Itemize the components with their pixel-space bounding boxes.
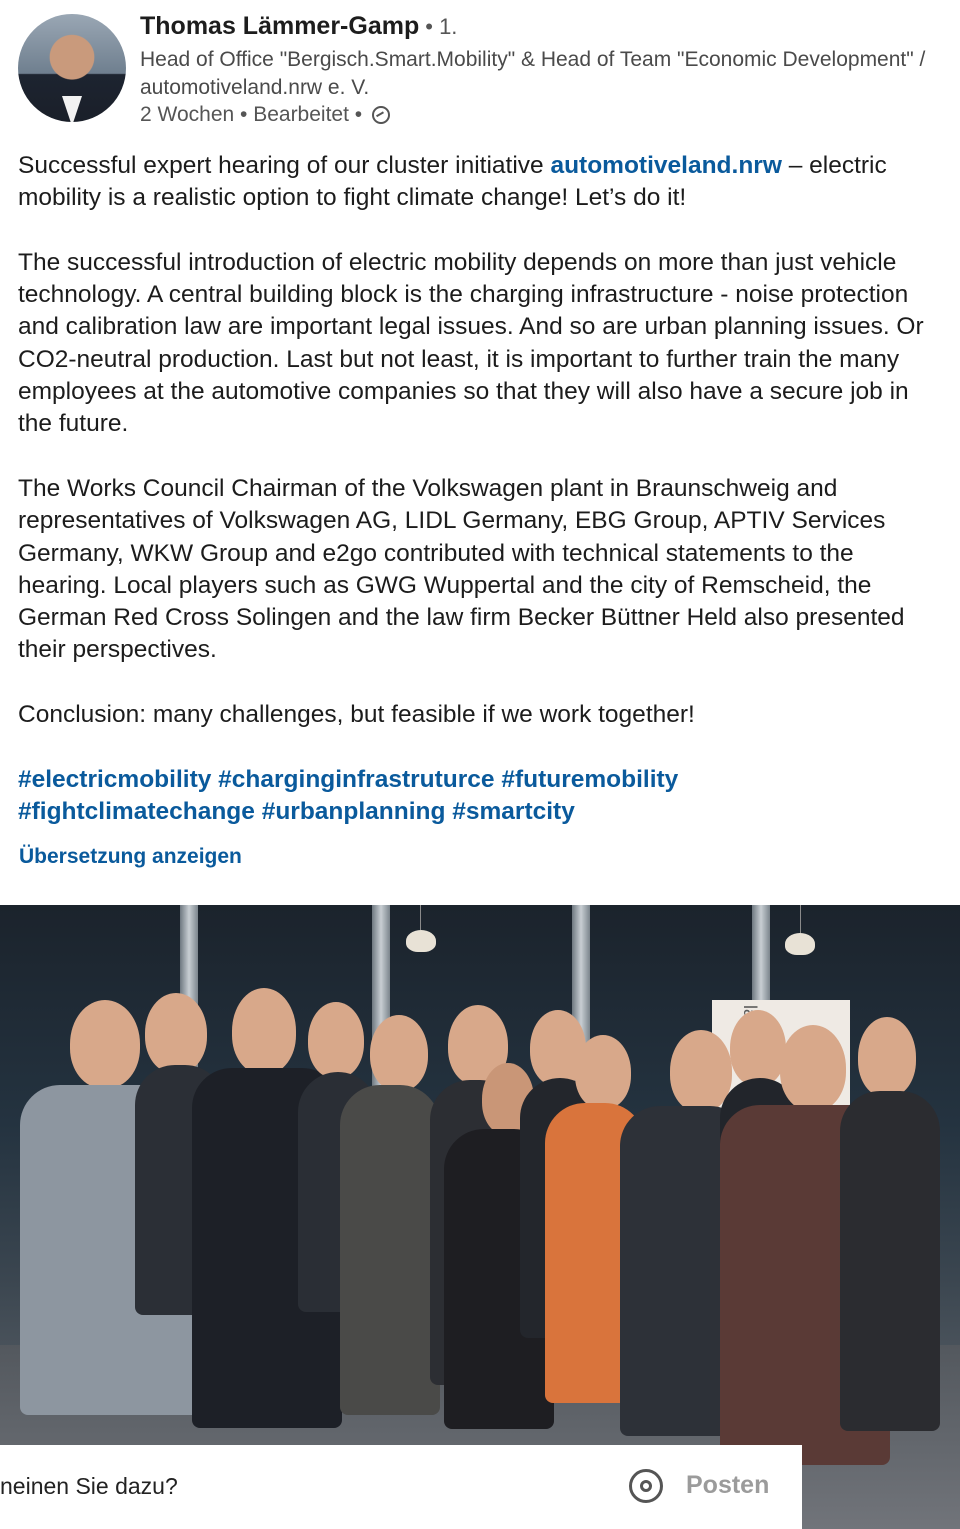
- post-meta: 2 Wochen • Bearbeitet •: [140, 103, 390, 127]
- person: [340, 1015, 440, 1415]
- post-paragraph-3: The Works Council Chairman of the Volkswagen plant in Braunschweig and representatives of Volkswagen AG, LIDL Germany, EBG Group, APTIV Services Germany, WKW Group and e2go contributed with technical statements to the hearing. Local players such as GWG Wuppertal and the city of Remscheid, the German Red Cross Solingen and the law firm Becker Büttner Held also presented their perspectives.: [18, 474, 905, 664]
- author-name-line: [140, 12, 457, 41]
- edited-label: Bearbeitet: [253, 103, 349, 126]
- globe-icon: [372, 106, 390, 124]
- translate-link[interactable]: Übersetzung anzeigen: [19, 845, 242, 868]
- post-photo[interactable]: [0, 905, 960, 1529]
- post-button[interactable]: Posten: [686, 1471, 770, 1499]
- post-paragraph-4: Conclusion: many challenges, but feasible if we work together!: [18, 701, 695, 729]
- hashtags-line-2[interactable]: #fightclimatechange #urbanplanning #smartcity: [18, 797, 575, 825]
- at-icon[interactable]: [629, 1469, 663, 1503]
- comment-bar: [0, 1445, 802, 1529]
- hashtags-line-1[interactable]: #electricmobility #charginginfrastruturce #futuremobility: [18, 765, 679, 793]
- post-body: [18, 150, 948, 828]
- author-headline: Head of Office "Bergisch.Smart.Mobility" & Head of Team "Economic Development" / automotiveland.nrw e. V.: [140, 48, 926, 99]
- person: [840, 1017, 940, 1437]
- automotiveland-link[interactable]: automotiveland.nrw: [550, 152, 782, 179]
- ceiling-lamp: [406, 930, 436, 952]
- author-avatar[interactable]: [18, 14, 126, 122]
- ceiling-lamp: [785, 933, 815, 955]
- connection-degree: • 1.: [425, 14, 458, 39]
- post-paragraph-1: Successful expert hearing of our cluster initiative automotiveland.nrw – electric mobility is a realistic option to fight climate change! Let’s do it!: [18, 152, 887, 212]
- post-paragraph-2: The successful introduction of electric mobility depends on more than just vehicle technology. A central building block is the charging infrastructure - noise protection and calibration law are important legal issues. And so are urban planning issues. Or CO2-neutral production. Last but not least, it is important to further train the many employees at the automotive companies so that they will also have a secure job in the future.: [18, 248, 924, 438]
- post-time: 2 Wochen: [140, 103, 235, 126]
- comment-input[interactable]: neinen Sie dazu?: [0, 1473, 178, 1499]
- hashtags[interactable]: [18, 764, 948, 829]
- post-header: [0, 0, 960, 135]
- author-name[interactable]: Thomas Lämmer-Gamp: [140, 12, 420, 40]
